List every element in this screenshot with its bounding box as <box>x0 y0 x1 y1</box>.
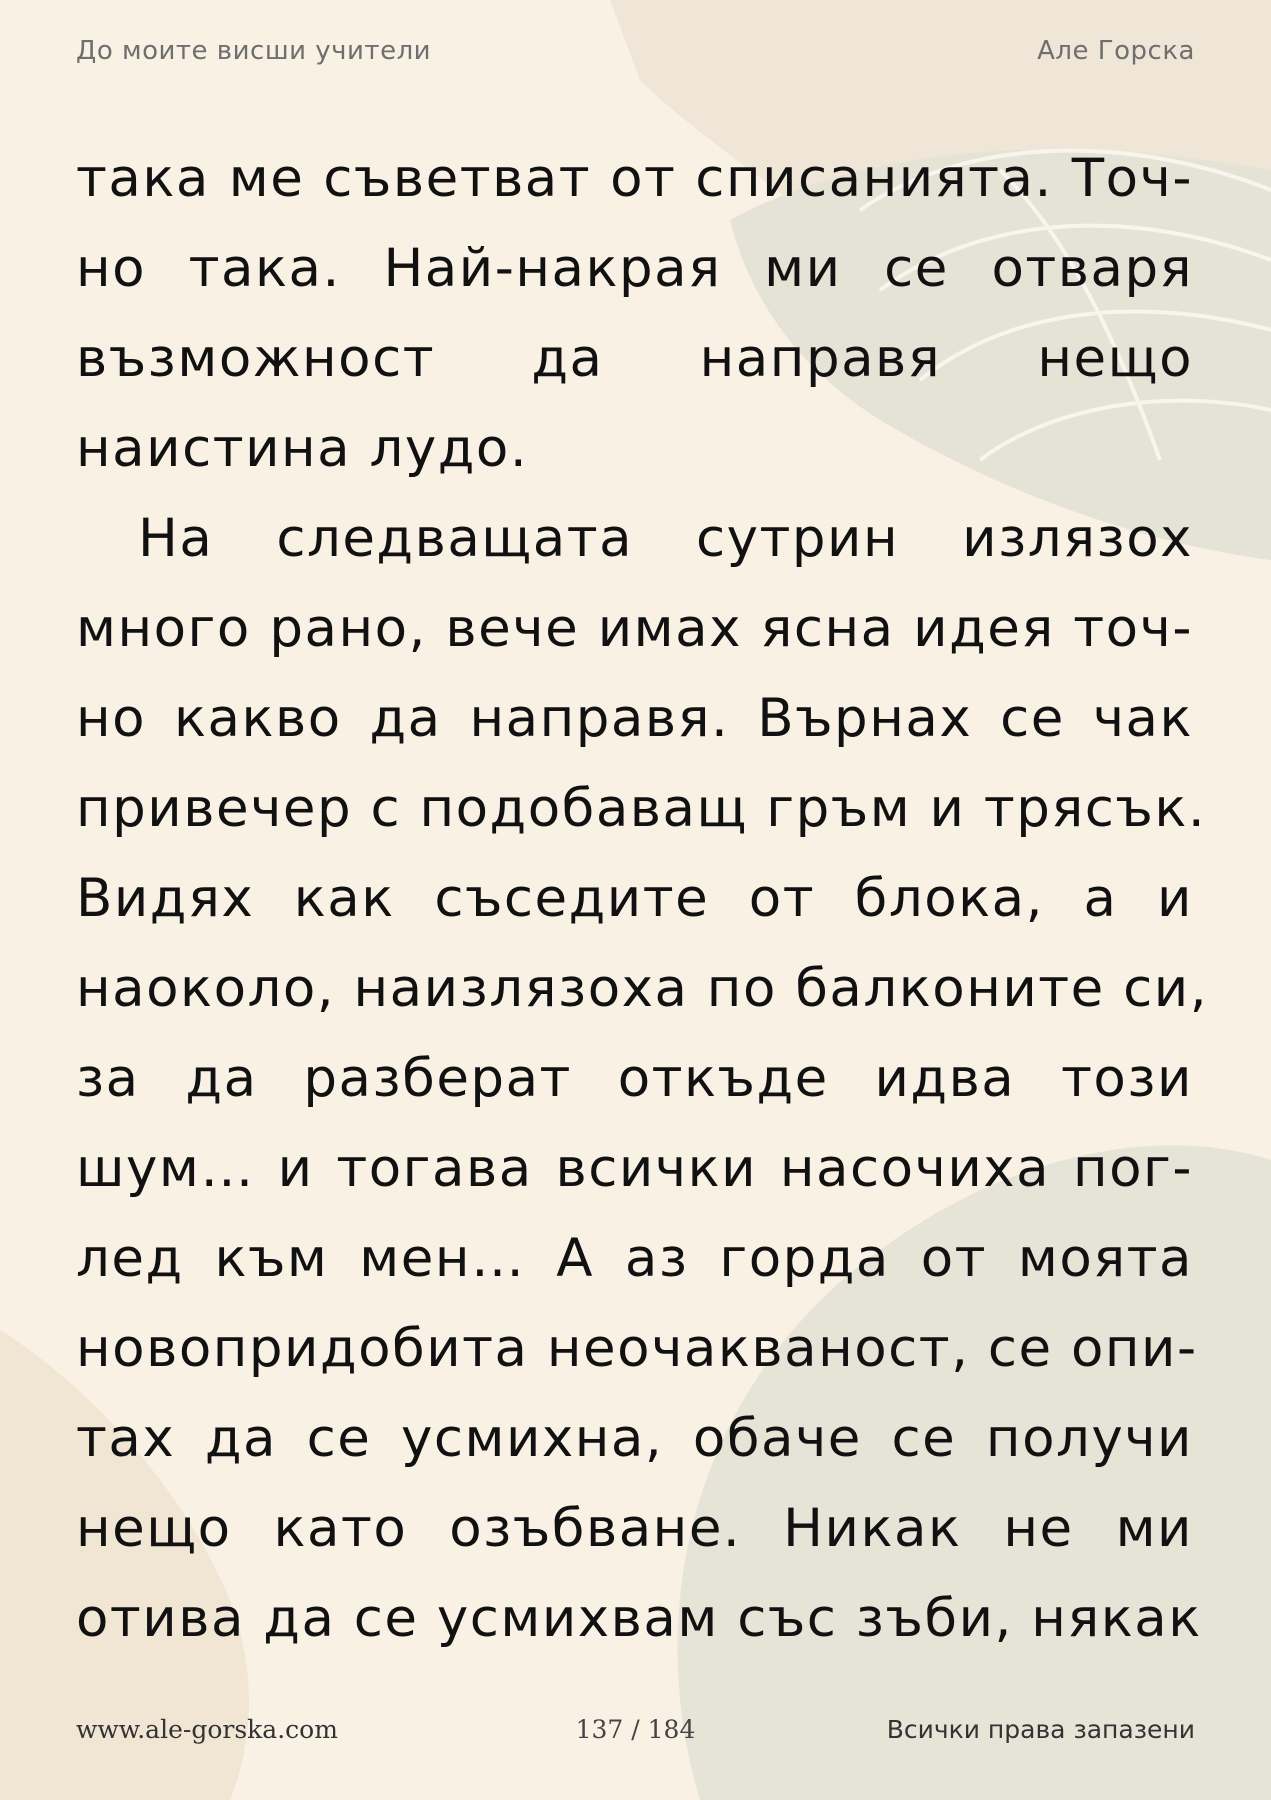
text-line: наистина лудо. <box>76 418 529 479</box>
text-line: но какво да направя. Върнах се чак <box>76 688 1193 749</box>
author-name: Але Горска <box>1037 36 1195 66</box>
text-line: привечер с подобаващ гръм и трясък. <box>76 778 1207 839</box>
page-number: 137 / 184 <box>575 1715 696 1744</box>
copyright-notice: Всички права запазени <box>886 1715 1195 1744</box>
text-line: отива да се усмихвам със зъби, някак <box>76 1588 1202 1649</box>
book-title: До моите висши учители <box>76 36 432 66</box>
page-body-text <box>76 134 1209 1674</box>
text-line: На следващата сутрин излязох <box>138 508 1193 569</box>
text-line: така ме съветват от списанията. Точ- <box>76 148 1193 209</box>
text-line: Видях как съседите от блока, а и <box>76 868 1193 929</box>
text-line: нещо като озъбване. Никак не ми <box>76 1498 1193 1559</box>
text-line: лед към мен… А аз горда от моята <box>76 1228 1193 1289</box>
text-line: шум… и тогава всички насочиха пог- <box>76 1138 1193 1199</box>
text-line: възможност да направя нещо <box>76 328 1193 389</box>
text-line: за да разберат откъде идва този <box>76 1048 1193 1109</box>
text-line: наоколо, наизлязоха по балконите си, <box>76 958 1209 1019</box>
website-link[interactable]: www.ale-gorska.com <box>76 1715 338 1744</box>
text-line: новопридобита неочакваност, се опи- <box>76 1318 1198 1379</box>
page-footer <box>76 1715 1195 1749</box>
text-line: много рано, вече имах ясна идея точ- <box>76 598 1193 659</box>
text-line: тах да се усмихна, обаче се получи <box>76 1408 1193 1469</box>
page-header <box>76 36 1195 66</box>
text-line: но така. Най-накрая ми се отваря <box>76 238 1193 299</box>
